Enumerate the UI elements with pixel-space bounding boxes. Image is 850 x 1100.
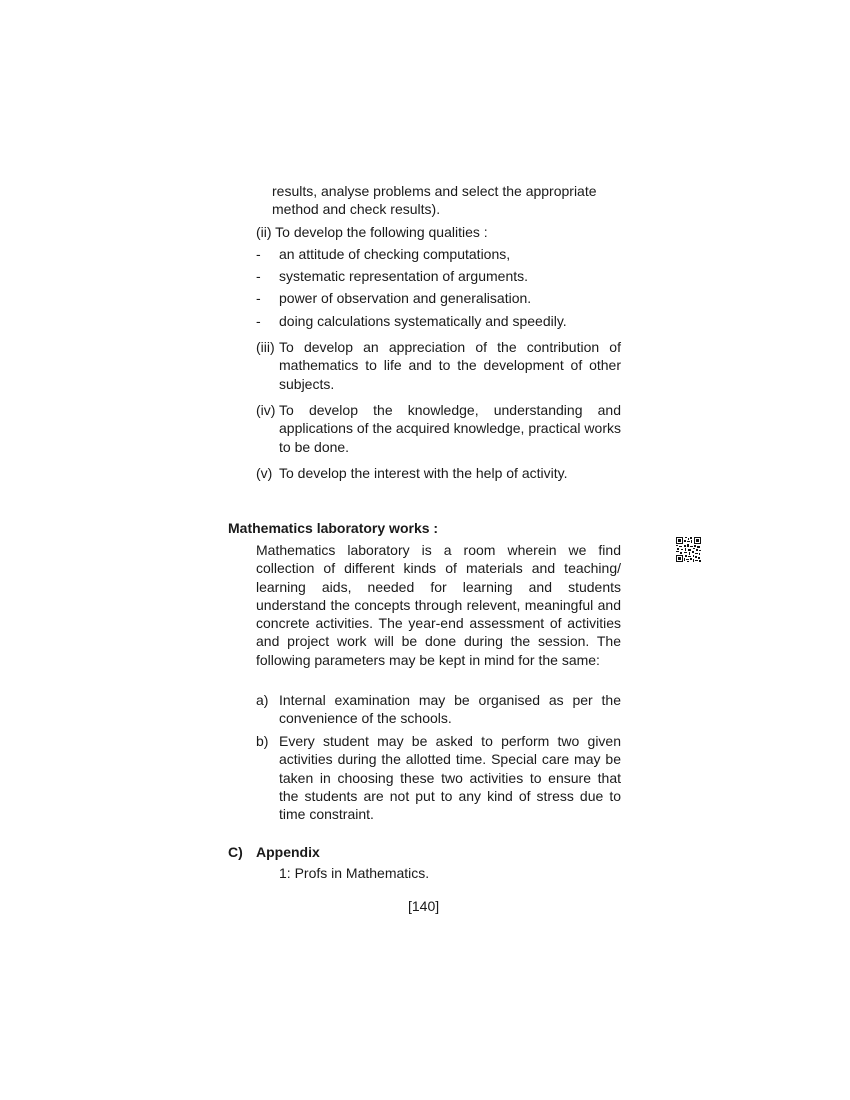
appendix-item: 1: Profs in Mathematics.: [279, 865, 430, 881]
objective-iv-marker: (iv): [256, 402, 276, 418]
quality-item: an attitude of checking computations,: [279, 246, 511, 262]
lab-item-a-text: Internal examination may be organised as per the convenience of the schools.: [279, 692, 621, 727]
quality-item: systematic representation of arguments.: [279, 268, 529, 284]
appendix-marker: C): [228, 844, 243, 860]
lab-heading: Mathematics laboratory works :: [228, 520, 439, 536]
bullet-marker: -: [256, 313, 261, 329]
lab-paragraph: Mathematics laboratory is a room wherein we find collection of different kinds of materials and teaching/ learning aids, needed for learning and students understand the concepts through relevent, meaningful and concrete activities. The year-end assessment of activities and project work will be done during the session. The following parameters may be kept in mind for the same:: [256, 542, 621, 668]
objective-ii: (ii) To develop the following qualities :: [256, 224, 488, 240]
objective-iv-text: To develop the knowledge, understanding and applications of the acquired knowledge, practical works to be done.: [279, 402, 621, 455]
intro-line-2: method and check results).: [272, 201, 441, 217]
objective-v-marker: (v): [256, 465, 273, 481]
lab-item-b-text: Every student may be asked to perform two given activities during the allotted time. Special care may be taken in choosing these two activities to ensure that the students are not put to any kind of stress due to time constraint.: [279, 733, 621, 823]
objective-iii-text: To develop an appreciation of the contribution of mathematics to life and to the development of other subjects.: [279, 339, 621, 392]
lab-item-b-marker: b): [256, 733, 269, 749]
bullet-marker: -: [256, 246, 261, 262]
qr-code-icon: [676, 537, 701, 562]
appendix-heading: Appendix: [256, 844, 320, 860]
bullet-marker: -: [256, 268, 261, 284]
quality-item: doing calculations systematically and speedily.: [279, 313, 567, 329]
intro-line-1: results, analyse problems and select the appropriate: [272, 183, 597, 199]
objective-v-text: To develop the interest with the help of activity.: [279, 465, 568, 481]
quality-item: power of observation and generalisation.: [279, 290, 532, 306]
lab-item-a-marker: a): [256, 692, 269, 708]
page-number: [140]: [408, 898, 440, 914]
bullet-marker: -: [256, 290, 261, 306]
objective-iii-marker: (iii): [256, 339, 275, 355]
